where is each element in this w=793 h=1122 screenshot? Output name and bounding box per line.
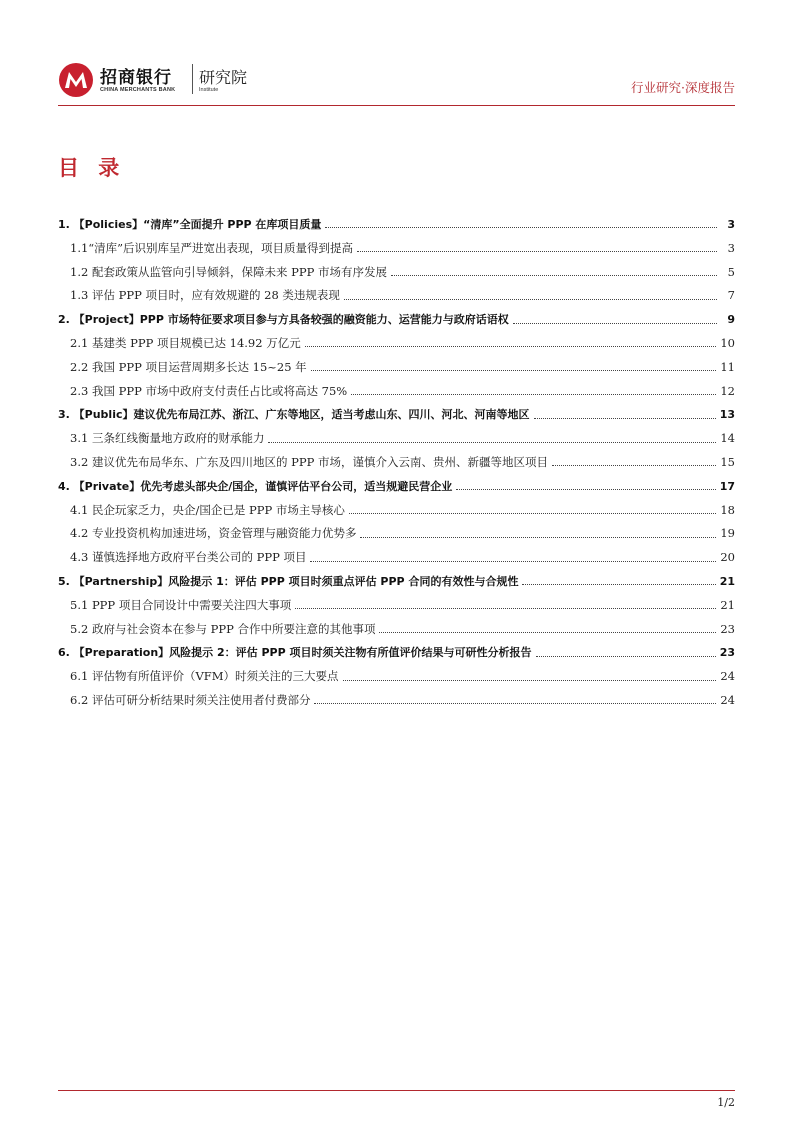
toc-section-entry[interactable]: [58, 641, 735, 665]
toc-entry-title: 6. 【Preparation】风险提示 2：评估 PPP 项目时须关注物有所值评价结果与可研性分析报告: [58, 646, 532, 660]
page-number: 1/2: [717, 1096, 735, 1109]
toc-subsection-entry[interactable]: [58, 284, 735, 308]
toc-page-number: 18: [720, 502, 735, 517]
toc-page-number: 13: [719, 408, 735, 422]
toc-entry-title: 2.1 基建类 PPP 项目规模已达 14.92 万亿元: [70, 335, 301, 350]
toc-page-number: 24: [720, 692, 735, 707]
toc-page-number: 11: [720, 359, 735, 374]
cmb-logo-icon: [58, 62, 94, 98]
table-of-contents: [58, 213, 735, 713]
toc-entry-title: 4.1 民企玩家乏力，央企/国企已是 PPP 市场主导核心: [70, 502, 345, 517]
report-type-label: 行业研究·深度报告: [631, 80, 735, 95]
toc-subsection-entry[interactable]: [58, 594, 735, 618]
toc-page-number: 7: [727, 288, 735, 303]
dot-leader: [360, 537, 716, 538]
toc-entry-title: 3. 【Public】建议优先布局江苏、浙江、广东等地区，适当考虑山东、四川、河北、河南等地区: [58, 408, 530, 422]
toc-page-number: 15: [720, 454, 735, 469]
toc-subsection-entry[interactable]: [58, 332, 735, 356]
toc-subsection-entry[interactable]: [58, 380, 735, 404]
toc-page-number: 24: [720, 669, 735, 684]
toc-page-number: 3: [727, 240, 735, 255]
institute-name-en: Institute: [199, 87, 219, 93]
brand-name-cn: 招商银行: [100, 68, 172, 88]
toc-entry-title: 3.2 建议优先布局华东、广东及四川地区的 PPP 市场，谨慎介入云南、贵州、新疆等地区项目: [70, 454, 548, 469]
dot-leader: [295, 608, 716, 609]
toc-subsection-entry[interactable]: [58, 689, 735, 713]
toc-page-number: 19: [720, 526, 735, 541]
toc-subsection-entry[interactable]: [58, 451, 735, 475]
dot-leader: [344, 299, 717, 300]
dot-leader: [513, 323, 717, 324]
dot-leader: [268, 442, 716, 443]
dot-leader: [536, 656, 716, 657]
institute-name-cn: 研究院: [199, 68, 248, 87]
toc-entry-title: 1.2 配套政策从监管向引导倾斜，保障未来 PPP 市场有序发展: [70, 264, 387, 279]
toc-entry-title: 6.2 评估可研分析结果时须关注使用者付费部分: [70, 692, 311, 707]
dot-leader: [325, 227, 717, 228]
toc-entry-title: 2.2 我国 PPP 项目运营周期多长达 15~25 年: [70, 359, 307, 374]
toc-entry-title: 6.1 评估物有所值评价（VFM）时须关注的三大要点: [70, 669, 339, 684]
dot-leader: [552, 465, 716, 466]
toc-page-number: 21: [720, 597, 735, 612]
dot-leader: [379, 632, 716, 633]
toc-section-entry[interactable]: [58, 475, 735, 499]
dot-leader: [522, 584, 715, 585]
dot-leader: [314, 703, 716, 704]
toc-subsection-entry[interactable]: [58, 522, 735, 546]
toc-subsection-entry[interactable]: [58, 427, 735, 451]
logo-divider: [192, 64, 193, 94]
dot-leader: [357, 251, 717, 252]
toc-page-number: 21: [719, 574, 735, 588]
toc-entry-title: 5.2 政府与社会资本在参与 PPP 合作中所要注意的其他事项: [70, 621, 376, 636]
toc-page-number: 9: [727, 313, 735, 327]
toc-page-number: 23: [719, 646, 735, 660]
dot-leader: [305, 346, 717, 347]
toc-page-number: 10: [720, 335, 735, 350]
toc-page-number: 14: [720, 431, 735, 446]
toc-page-number: 20: [720, 550, 735, 565]
toc-page-number: 5: [727, 264, 735, 279]
footer-divider: [58, 1090, 735, 1091]
brand-name-en: CHINA MERCHANTS BANK: [100, 87, 176, 93]
toc-subsection-entry[interactable]: [58, 618, 735, 642]
toc-section-entry[interactable]: [58, 213, 735, 237]
header-divider: [58, 105, 735, 106]
toc-subsection-entry[interactable]: [58, 665, 735, 689]
toc-subsection-entry[interactable]: [58, 499, 735, 523]
toc-title: 目 录: [58, 156, 126, 180]
toc-entry-title: 2.3 我国 PPP 市场中政府支付责任占比或将高达 75%: [70, 383, 348, 398]
dot-leader: [311, 370, 717, 371]
dot-leader: [534, 418, 716, 419]
toc-entry-title: 3.1 三条红线衡量地方政府的财承能力: [70, 431, 265, 446]
toc-entry-title: 1. 【Policies】“清库”全面提升 PPP 在库项目质量: [58, 218, 322, 231]
toc-entry-title: 1.1“清库”后识别库呈严进宽出表现，项目质量得到提高: [70, 240, 354, 255]
toc-page-number: 23: [720, 621, 735, 636]
toc-entry-title: 1.3 评估 PPP 项目时，应有效规避的 28 类违规表现: [70, 288, 340, 303]
toc-section-entry[interactable]: [58, 308, 735, 332]
toc-subsection-entry[interactable]: [58, 237, 735, 261]
toc-page-number: 17: [719, 479, 735, 493]
dot-leader: [391, 275, 717, 276]
toc-entry-title: 4. 【Private】优先考虑头部央企/国企，谨慎评估平台公司，适当规避民营企业: [58, 479, 453, 493]
dot-leader: [456, 489, 715, 490]
toc-subsection-entry[interactable]: [58, 356, 735, 380]
toc-entry-title: 4.2 专业投资机构加速进场，资金管理与融资能力优势多: [70, 526, 357, 541]
toc-subsection-entry[interactable]: [58, 546, 735, 570]
toc-entry-title: 4.3 谨慎选择地方政府平台类公司的 PPP 项目: [70, 550, 307, 565]
toc-entry-title: 5. 【Partnership】风险提示 1：评估 PPP 项目时须重点评估 PPP 合同的有效性与合规性: [58, 574, 519, 588]
dot-leader: [349, 513, 717, 514]
toc-entry-title: 5.1 PPP 项目合同设计中需要关注四大事项: [70, 597, 292, 612]
toc-section-entry[interactable]: [58, 403, 735, 427]
page-header: [58, 60, 735, 102]
toc-page-number: 3: [727, 218, 735, 231]
toc-entry-title: 2. 【Project】PPP 市场特征要求项目参与方具备较强的融资能力、运营能力与政府话语权: [58, 313, 509, 327]
toc-page-number: 12: [720, 383, 735, 398]
toc-section-entry[interactable]: [58, 570, 735, 594]
dot-leader: [351, 394, 716, 395]
dot-leader: [310, 561, 716, 562]
dot-leader: [343, 680, 717, 681]
toc-subsection-entry[interactable]: [58, 261, 735, 285]
